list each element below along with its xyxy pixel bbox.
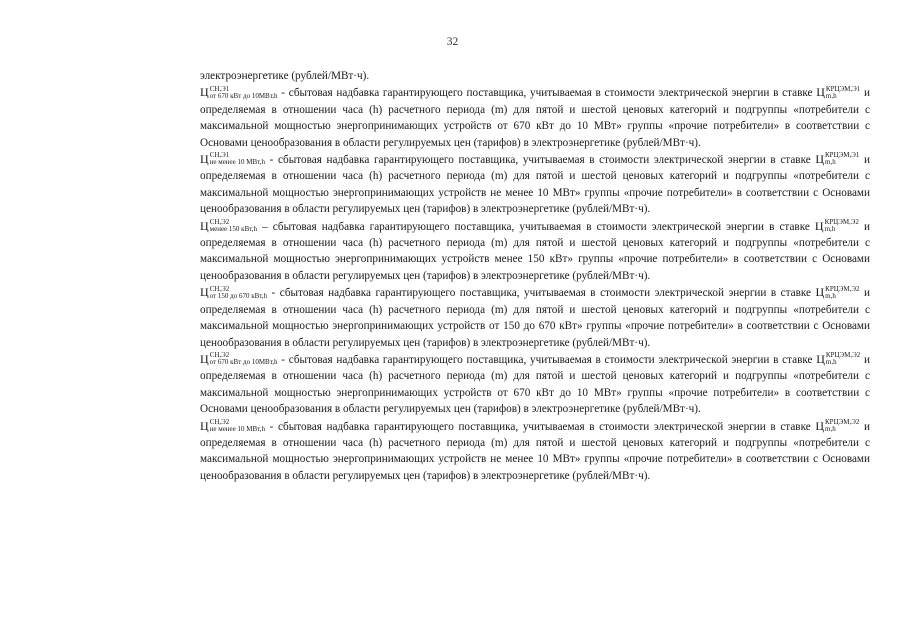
symbol-superscript: СН,Э2 xyxy=(209,417,230,426)
symbol-base: Ц xyxy=(816,351,825,366)
symbol-base: Ц xyxy=(815,285,825,300)
symbol-superscript: СН,Э2 xyxy=(209,218,230,227)
rate-symbol xyxy=(815,151,860,167)
definition-paragraph xyxy=(200,218,870,285)
definition-entry xyxy=(200,151,870,218)
definition-paragraph xyxy=(200,351,870,418)
page-number: 32 xyxy=(446,36,459,48)
rate-symbol xyxy=(816,351,861,367)
symbol-base: Ц xyxy=(815,418,825,433)
definition-entry xyxy=(200,351,870,418)
symbol-subscript: менее 150 кВт,h xyxy=(209,225,258,234)
rate-symbol xyxy=(815,417,860,433)
continuation-line: электроэнергетике (рублей/МВт·ч). xyxy=(200,70,370,82)
definition-text-a: - сбытовая надбавка гарантирующего поставщика, учитываемая в стоимости электрической энергии в ставке xyxy=(277,87,817,100)
symbol-base: Ц xyxy=(200,351,209,366)
symbol-base: Ц xyxy=(815,152,825,167)
rate-symbol xyxy=(815,284,860,300)
symbol-subscript: не менее 10 МВт,h xyxy=(209,158,265,167)
symbol-superscript: СН,Э1 xyxy=(209,84,230,93)
symbol-superscript: СН,Э2 xyxy=(209,351,230,360)
surcharge-symbol xyxy=(200,417,265,433)
symbol-base: Ц xyxy=(814,218,824,233)
surcharge-symbol xyxy=(200,284,268,300)
definition-text-b: и определяемая в отношении часа (h) расчетного периода (m) для пятой и шестой ценовых категорий и подгруппы «потребители с максимальной мощностью энергопринимающих устройств не менее 10 МВт» группы «прочие потребители» в соответствии с Основами ценообразования в области регулируемых цен (тарифов) в электроэнергетике (рублей/МВт·ч). xyxy=(200,154,870,216)
symbol-subscript: не менее 10 МВт,h xyxy=(209,424,265,433)
definition-text-b: и определяемая в отношении часа (h) расчетного периода (m) для пятой и шестой ценовых категорий и подгруппы «потребители с максимальной мощностью энергопринимающих устройств от 670 кВт до 10 МВт» группы «прочие потребители» в соответствии с Основами ценообразования в области регулируемых цен (тарифов) в электроэнергетике (рублей/МВт·ч). xyxy=(200,353,870,416)
rate-subscript: m,h xyxy=(825,91,837,100)
symbol-superscript: СН,Э1 xyxy=(209,151,230,160)
rate-subscript: m,h xyxy=(825,291,836,300)
rate-symbol xyxy=(816,84,861,100)
symbol-subscript: от 670 кВт до 10МВт,h xyxy=(209,358,278,367)
symbol-base: Ц xyxy=(200,85,209,100)
definition-text-b: и определяемая в отношении часа (h) расчетного периода (m) для пятой и шестой ценовых категорий и подгруппы «потребители с максимальной мощностью энергопринимающих устройств не менее 10 МВт» группы «прочие потребители» в соответствии с Основами ценообразования в области регулируемых цен (тарифов) в электроэнергетике (рублей/МВт·ч). xyxy=(200,420,870,482)
definition-text-a: - сбытовая надбавка гарантирующего поставщика, учитываемая в стоимости электрической энергии в ставке xyxy=(277,353,817,366)
definition-text-b: и определяемая в отношении часа (h) расчетного периода (m) для пятой и шестой ценовых категорий и подгруппы «потребители с максимальной мощностью энергопринимающих устройств от 150 до 670 кВт» группы «прочие потребители» в соответствии с Основами ценообразования в области регулируемых цен (тарифов) в электроэнергетике (рублей/МВт·ч). xyxy=(200,287,870,349)
rate-symbol xyxy=(814,218,859,234)
definition-paragraph xyxy=(200,84,870,151)
definition-paragraph xyxy=(200,151,870,218)
definition-text-b: и определяемая в отношении часа (h) расчетного периода (m) для пятой и шестой ценовых категорий и подгруппы «потребители с максимальной мощностью энергопринимающих устройств от 670 кВт до 10 МВт» группы «прочие потребители» в соответствии с Основами ценообразования в области регулируемых цен (тарифов) в электроэнергетике (рублей/МВт·ч). xyxy=(200,87,870,149)
surcharge-symbol xyxy=(200,351,278,367)
definition-text-a: - сбытовая надбавка гарантирующего поставщика, учитываемая в стоимости электрической энергии в ставке xyxy=(267,287,816,300)
rate-superscript: КРЦЭМ,Э1 xyxy=(825,151,860,160)
definition-text-a: - сбытовая надбавка гарантирующего поставщика, учитываемая в стоимости электрической энергии в ставке xyxy=(264,420,816,433)
definition-entry xyxy=(200,284,870,351)
definition-text-a: - сбытовая надбавка гарантирующего поставщика, учитываемая в стоимости электрической энергии в ставке xyxy=(264,154,816,167)
rate-subscript: m,h xyxy=(825,358,837,367)
symbol-superscript: СН,Э2 xyxy=(209,284,230,293)
document-body xyxy=(200,68,870,484)
rate-superscript: КРЦЭМ,Э2 xyxy=(825,351,861,360)
definition-paragraph xyxy=(200,284,870,351)
surcharge-symbol xyxy=(200,218,258,234)
definition-entry xyxy=(200,218,870,285)
rate-superscript: КРЦЭМ,Э1 xyxy=(825,84,861,93)
symbol-base: Ц xyxy=(200,285,209,300)
symbol-subscript: от 670 кВт до 10МВт,h xyxy=(209,91,278,100)
definition-text-a: – сбытовая надбавка гарантирующего поставщика, учитываемая в стоимости электрической энергии в ставке xyxy=(257,220,815,233)
definition-entry xyxy=(200,418,870,485)
symbol-base: Ц xyxy=(816,85,825,100)
definition-text-b: и определяемая в отношении часа (h) расчетного периода (m) для пятой и шестой ценовых категорий и подгруппы «потребители с максимальной мощностью энергопринимающих устройств менее 150 кВт» группы «прочие потребители» в соответствии с Основами ценообразования в области регулируемых цен (тарифов) в электроэнергетике (рублей/МВт·ч). xyxy=(200,220,870,282)
rate-superscript: КРЦЭМ,Э2 xyxy=(824,218,859,227)
definitions-list xyxy=(200,84,870,484)
rate-subscript: m,h xyxy=(824,225,836,234)
rate-subscript: m,h xyxy=(825,424,836,433)
rate-superscript: КРЦЭМ,Э2 xyxy=(825,417,860,426)
symbol-base: Ц xyxy=(200,418,209,433)
rate-superscript: КРЦЭМ,Э2 xyxy=(825,284,860,293)
symbol-base: Ц xyxy=(200,152,209,167)
definition-entry xyxy=(200,84,870,151)
symbol-base: Ц xyxy=(200,218,209,233)
surcharge-symbol xyxy=(200,151,265,167)
surcharge-symbol xyxy=(200,84,278,100)
symbol-subscript: от 150 до 670 кВт,h xyxy=(209,291,268,300)
definition-paragraph xyxy=(200,418,870,485)
rate-subscript: m,h xyxy=(825,158,836,167)
